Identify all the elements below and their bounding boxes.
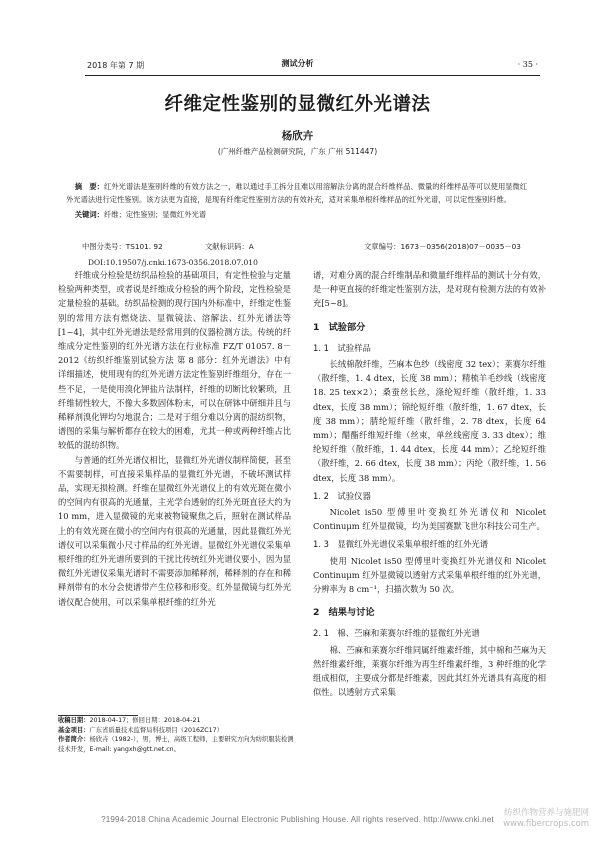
- fund-info: 基金项目：广东省质量技术监督局科技项目（2016ZC17）: [58, 726, 223, 734]
- samples-paragraph: 长绒棉散纤维，苎麻本色纱（线密度 32 tex）；莱赛尔纤维（散纤维，1. 4 dtex，长度 38 mm）；精梳羊毛纱线（线密度 18. 25 tex×2）；桑蚕丝长丝，涤纶短纤维（散纤维，1. 33 dtex，长度 38 mm）；锦纶短纤维（散纤维，1. 67 dtex，长度 38 mm）；腈纶短纤维（散纤维，2. 78 dtex，长度 64 mm）；醋酯纤维短纤维（丝束，单丝线密度 3. 33 dtex）；维纶短纤维（散纤维，1. 44 dtex，长度 44 mm）；乙纶短纤维（散纤维，2. 66 dtex，长度 38 mm）；丙纶（散纤维，1. 56 dtex，长度 38 mm）。: [313, 359, 546, 483]
- subsection-heading-1-3: 1. 3 显微红外光谱仪采集单根纤维的红外光谱: [313, 539, 489, 550]
- keywords-text: 纤维；定性鉴别；显微红外光谱: [103, 210, 207, 219]
- document-code: 文献标识码：A: [205, 242, 254, 251]
- abstract-text: 红外光谱法是鉴别纤维的有效方法之一，难以通过手工拆分且难以用溶解法分离的混合纤维样品、微量的纤维样品等可以使用显微红外光谱法进行定性鉴别。该方法更为直接，是现有纤维定性鉴别方法的有效补充，适对采集单根纤维样品的红外光谱，可以定性鉴别纤维。: [66, 182, 528, 204]
- intro-paragraph-2: 与普通的红外光谱仪相比，显微红外光谱仪制样简便，甚至不需要制样，可直接采集样品的显微红外光谱，不破坏测试样品，实现无损检测。纤维在显微红外光谱仪上的有效光斑在微小的空间内有很高的光通量，主光学台透射的红外光斑直径大约为 10 mm，进入显微镜的光束被物镜聚焦之后，照射在测试样品上的有效光斑在微小的空间内有很高的光通量，因此显微红外光谱仪可以采集微小尺寸样品的红外光谱。显微红外光谱仪采集单根纤维的红外光谱所要到的干扰比传统红外光谱仪要小，因为显微红外光谱仪采集光谱时不需要添加稀释剂，稀释剂的存在和稀释剂带有的水分会使谱带产生位移和形变。红外显微镜与红外光谱仪配合使用，可以采集单根纤维的红外光: [58, 454, 291, 607]
- results-paragraph: 棉、苎麻和莱赛尔纤维同属纤维素纤维，其中棉和苎麻为天然纤维素纤维，莱赛尔纤维为再生纤维素纤维，3 种纤维的化学组成相似，主要成分都是纤维素，因此其红外光谱具有高度的相似性。以透射方式采集: [313, 644, 546, 698]
- received-date: 收稿日期：2018-04-17；修回日期：2018-04-21: [58, 717, 201, 724]
- subsection-heading-2-1: 2. 1 棉、苎麻和莱赛尔纤维的显微红外光谱: [313, 628, 480, 639]
- method-paragraph: 使用 Nicolet is50 型傅里叶变换红外光谱仪和 Nicolet Continuμm 红外显微镜以透射方式采集单根纤维的红外光谱，分辨率为 8 cm⁻¹，扫描次数为 50 次。: [313, 555, 546, 595]
- clc-number: 中图分类号：TS101. 92: [82, 242, 163, 251]
- footnote: [58, 716, 298, 754]
- keywords-label: 关键词：: [74, 210, 104, 219]
- copyright-footer: ?1994-2018 China Academic Journal Electronic Publishing House. All rights reserved. http://www.cnki.net: [101, 815, 494, 824]
- paper-title: 纤维定性鉴别的显微红外光谱法: [164, 94, 431, 115]
- author: 杨欣卉: [281, 130, 314, 142]
- subsection-heading-1-1: 1. 1 试验样品: [313, 342, 371, 353]
- article-number: 文章编号：1673－0356(2018)07－0035－03: [364, 242, 521, 251]
- left-column: [58, 268, 291, 609]
- watermark: 纺织作物营养与施肥网 www.fibercrops.com: [503, 808, 589, 829]
- intro-continuation: 谱，对难分离的混合纤维制品和微量纤维样品的测试十分有效，是一种更直接的纤维定性鉴别方法，是对现有检测方法的有效补充[5~8]。: [313, 270, 546, 309]
- affiliation: (广州纤维产品检测研究院，广东 广州 511447): [217, 147, 378, 156]
- subsection-heading-1-2: 1. 2 试验仪器: [313, 490, 371, 501]
- section-heading-1: 1 试验部分: [313, 321, 366, 333]
- running-header: [57, 56, 538, 72]
- intro-paragraph-1: 纤维成分检验是纺织品检验的基础项目，有定性检验与定量检验两种类型，或者说是纤维成分检验的两个阶段，定性检验是定量检验的基础。纺织品检测的现行国内外标准中，纤维定性鉴别的常用方法有燃烧法、显微镜法、溶解法、红外光谱法等[1~4]，其中红外光谱法是经常用到的仪器检测方法。传统的纤维成分定性鉴别的红外光谱方法在行业标准 FZ/T 01057. 8－2012《纺织纤维鉴别试验方法 第 8 部分：红外光谱法》中有详细描述，使用现有的红外光谱方法定性鉴别纤维组分，存在一些不足，一是使用溴化钾盐片法制样，纤维的切断比较繁琐，且纤维韧性较大，不像大多数固体粉末，可以在研钵中研细并且与稀释剂溴化钾均匀地混合；二是对于组分难以分离的混纺织物，谱图的采集与解析都存在较大的困难，尤其一种或两种纤维占比较低的混纺织物。: [58, 270, 291, 451]
- author-bio: 作者简介：杨欣卉（1982-），男，博士，高级工程师，主要研究方向为纺织服装检测技术开发，E-mail: yangxh@gtt.net.cn。: [58, 736, 294, 753]
- right-column: [313, 268, 546, 699]
- page-number: · 35 ·: [517, 60, 538, 69]
- issue-label: 2018 年第 7 期: [87, 61, 145, 70]
- keywords: [66, 208, 533, 221]
- doi: DOI:10.19507/j.cnki.1673-0356.2018.07.010: [88, 258, 258, 267]
- abstract-label: 摘 要：: [74, 182, 104, 191]
- abstract-block: [66, 180, 533, 221]
- header-rule: [85, 75, 540, 76]
- section-label: 测试分析: [281, 59, 314, 68]
- instruments-paragraph: Nicolet is50 型傅里叶变换红外光谱仪和 Nicolet Continuμm 红外显微镜，均为美国赛默飞世尔科技公司生产。: [313, 507, 546, 532]
- section-heading-2: 2 结果与讨论: [313, 607, 375, 619]
- abstract: [66, 180, 533, 206]
